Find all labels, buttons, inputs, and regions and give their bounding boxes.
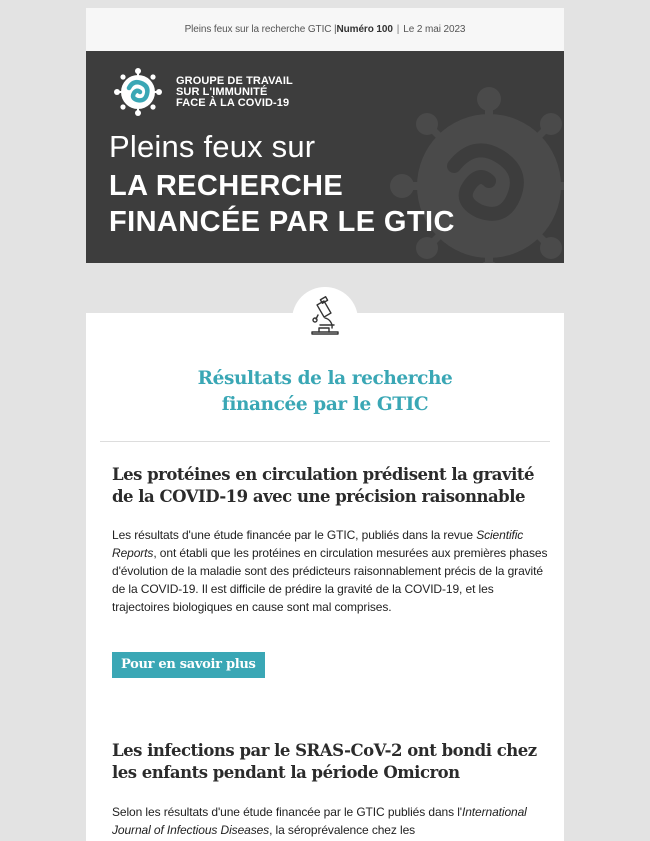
microscope-icon — [308, 296, 342, 336]
article-1-body — [112, 526, 552, 616]
virus-logo-icon — [110, 68, 166, 116]
article-2-body-end: , la séroprévalence chez les — [269, 823, 416, 837]
section-divider — [100, 441, 550, 442]
hero-banner — [86, 51, 564, 263]
section-title-line-2: financée par le GTIC — [221, 394, 429, 415]
logo-text — [176, 76, 293, 109]
article-2-body — [112, 803, 552, 839]
logo-line-2: SUR L'IMMUNITÉ — [176, 85, 268, 98]
section-badge — [292, 287, 358, 353]
article-2-title-line-1: Les infections par le SRAS-CoV-2 ont bondi chez — [112, 741, 537, 760]
article-1-body-end: , ont établi que les protéines en circulation mesurées aux premières phases d'évolution de la maladie sont des prédicteurs raisonnablement précis de la gravité de la COVID-19. Il est difficile de prédire la gravité de la COVID-19, et les trajectoires biologiques en cause sont mal comprises. — [112, 546, 548, 614]
content-card — [86, 313, 564, 841]
preheader — [86, 8, 564, 51]
hero-title-bold-line-2: FINANCÉE PAR LE GTIC — [109, 206, 455, 238]
article-2-journal: International Journal of Infectious Diseases — [112, 805, 527, 837]
read-more-button[interactable]: Pour en savoir plus — [112, 652, 265, 678]
article-2-body-start: Selon les résultats d'une étude financée par le GTIC publiés dans l' — [112, 805, 462, 819]
article-1-journal: Scientific Reports — [112, 528, 524, 560]
logo-line-3: FACE À LA COVID-19 — [176, 96, 290, 109]
section-title-line-1: Résultats de la recherche — [197, 368, 453, 389]
article-1-title-line-1: Les protéines en circulation prédisent la gravité — [112, 465, 534, 484]
article-1-title[interactable] — [112, 464, 542, 508]
issue-number: Numéro 100 — [336, 24, 393, 35]
article-1-body-start: Les résultats d'une étude financée par le GTIC, publiés dans la revue — [112, 528, 477, 542]
email-container — [86, 8, 564, 263]
article-2-title[interactable] — [112, 740, 542, 784]
article-1-title-line-2: de la COVID-19 avec une précision raisonnable — [112, 487, 525, 506]
preheader-prefix: Pleins feux sur la recherche GTIC | — [184, 24, 337, 35]
hero-title-bold — [109, 168, 455, 240]
issue-date: Le 2 mai 2023 — [403, 24, 466, 35]
logo-line-1: GROUPE DE TRAVAIL — [176, 74, 293, 87]
preheader-separator: | — [396, 24, 400, 35]
hero-title-light: Pleins feux sur — [109, 129, 316, 164]
article-2-title-line-2: les enfants pendant la période Omicron — [112, 763, 460, 782]
gtic-logo — [110, 68, 293, 116]
section-title — [86, 366, 564, 418]
hero-title-bold-line-1: LA RECHERCHE — [109, 170, 344, 202]
